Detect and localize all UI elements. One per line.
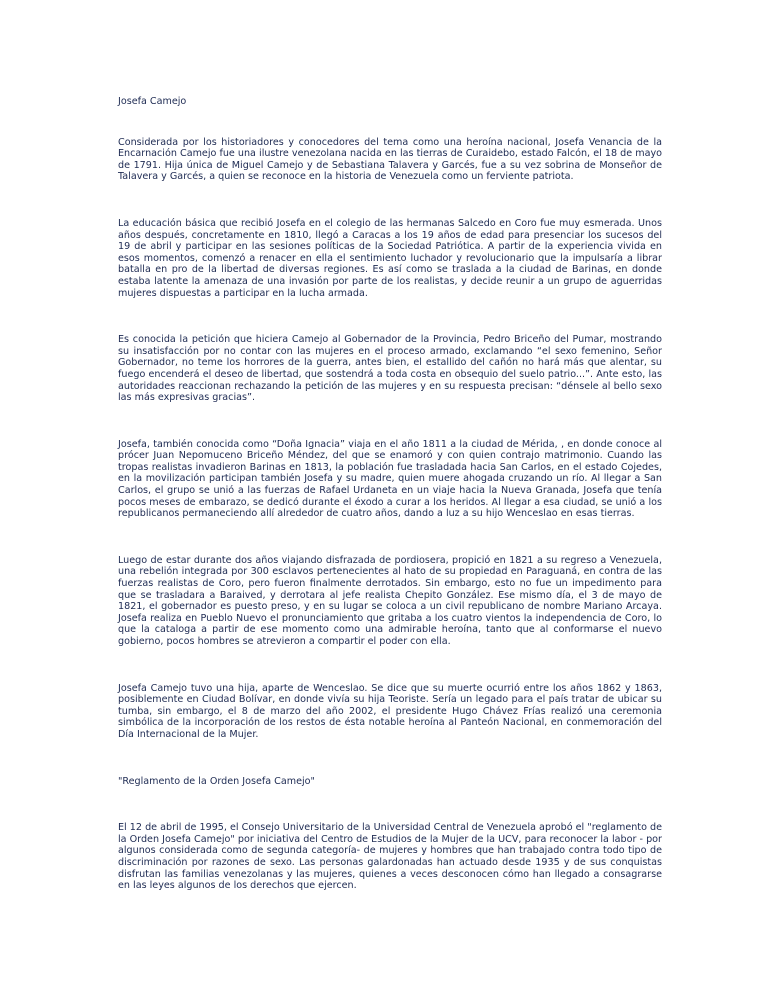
paragraph-intro: Considerada por los historiadores y conocedores del tema como una heroína nacional, Josefa Venancia de la Encarnación Camejo fue una ilustre venezolana nacida en las tierras de Curaidebo, estado Falcón, el 18 de mayo de 1791. Hija única de Miguel Camejo y de Sebastiana Talavera y Garcés, fue a su vez sobrina de Monseñor de Talavera y Garcés, a quien se reconoce en la historia de Venezuela como un ferviente patriota. — [118, 136, 662, 183]
paragraph-legacy: Josefa Camejo tuvo una hija, aparte de Wenceslao. Se dice que su muerte ocurrió entre los años 1862 y 1863, posiblemente en Ciudad Bolívar, en donde vivía su hija Teoriste. Sería un legado para el país tratar de ubicar su tumba, sin embargo, el 8 de marzo del año 2002, el presidente Hugo Chávez Frías realizó una ceremonia simbólica de la incorporación de los restos de ésta notable heroína al Panteón Nacional, en conmemoración del Día Internacional de la Mujer. — [118, 682, 662, 740]
paragraph-education: La educación básica que recibió Josefa en el colegio de las hermanas Salcedo en Coro fue muy esmerada. Unos años después, concretamente en 1810, llegó a Caracas a los 19 años de edad para presenciar los sucesos del 19 de abril y participar en las sesiones políticas de la Sociedad Patriótica. A partir de la experiencia vivida en esos momentos, comenzó a renacer en ella el sentimiento luchador y revolucionario que la impulsaría a librar batalla en pro de la libertad de diversas regiones. Es así como se traslada a la ciudad de Barinas, en donde estaba latente la amenaza de una invasión por parte de los realistas, y decide reunir a un grupo de aguerridas mujeres dispuestas a participar en la lucha armada. — [118, 217, 662, 299]
paragraph-rebellion: Luego de estar durante dos años viajando disfrazada de pordiosera, propició en 1821 a su regreso a Venezuela, una rebelión integrada por 300 esclavos pertenecientes al hato de su propiedad en Paraguaná, en contra de las fuerzas realistas de Coro, pero fueron finalmente derrotados. Sin embargo, esto no fue un impedimento para que se trasladara a Baraived, y derrotara al jefe realista Chepito González. Ese mismo día, el 3 de mayo de 1821, el gobernador es puesto preso, y en su lugar se coloca a un civil republicano de nombre Mariano Arcaya. Josefa realiza en Pueblo Nuevo el pronunciamiento que gritaba a los cuatro vientos la independencia de Coro, lo que la cataloga a partir de ese momento como una admirable heroína, tanto que al conformarse el nuevo gobierno, pocos hombres se atrevieron a compartir el poder con ella. — [118, 554, 662, 647]
document-page — [118, 96, 662, 927]
paragraph-dona-ignacia: Josefa, también conocida como “Doña Ignacia” viaja en el año 1811 a la ciudad de Mérida, , en donde conoce al prócer Juan Nepomuceno Briceño Méndez, del que se enamoró y con quien contrajo matrimonio. Cuando las tropas realistas invadieron Barinas en 1813, la población fue trasladada hacia San Carlos, en el estado Cojedes, en la movilización participan también Josefa y su madre, quien muere ahogada cruzando un río. Al llegar a San Carlos, el grupo se unió a las fuerzas de Rafael Urdaneta en un viaje hacia la Nueva Granada, Josefa que tenía pocos meses de embarazo, se dedicó durante el éxodo a curar a los heridos. Al llegar a esa ciudad, se unió a los republicanos permaneciendo allí alrededor de cuatro años, dando a luz a su hijo Wenceslao en esas tierras. — [118, 438, 662, 520]
paragraph-petition: Es conocida la petición que hiciera Camejo al Gobernador de la Provincia, Pedro Briceño del Pumar, mostrando su insatisfacción por no contar con las mujeres en el proceso armado, exclamando “el sexo femenino, Señor Gobernador, no teme los horrores de la guerra, antes bien, el estallido del cañón no hará más que alentar, su fuego encenderá el deseo de libertad, que sostendrá a toda costa en obsequio del suelo patrio...”. Ante esto, las autoridades reaccionan rechazando la petición de las mujeres y en su respuesta precisan: “dénsele al bello sexo las más expresivas gracias”. — [118, 334, 662, 404]
paragraph-reglamento: El 12 de abril de 1995, el Consejo Universitario de la Universidad Central de Venezuela aprobó el "reglamento de la Orden Josefa Camejo" por iniciativa del Centro de Estudios de la Mujer de la UCV, para reconocer la labor - por algunos considerada como de segunda categoría- de mujeres y hombres que han trabajado contra todo tipo de discriminación por razones de sexo. Las personas galardonadas han actuado desde 1935 y de sus conquistas disfrutan las familias venezolanas y las mujeres, quienes a veces desconocen cómo han llegado a consagrarse en las leyes algunos de los derechos que ejercen. — [118, 822, 662, 892]
document-title: Josefa Camejo — [118, 96, 187, 107]
section-heading-reglamento: "Reglamento de la Orden Josefa Camejo" — [118, 775, 315, 787]
